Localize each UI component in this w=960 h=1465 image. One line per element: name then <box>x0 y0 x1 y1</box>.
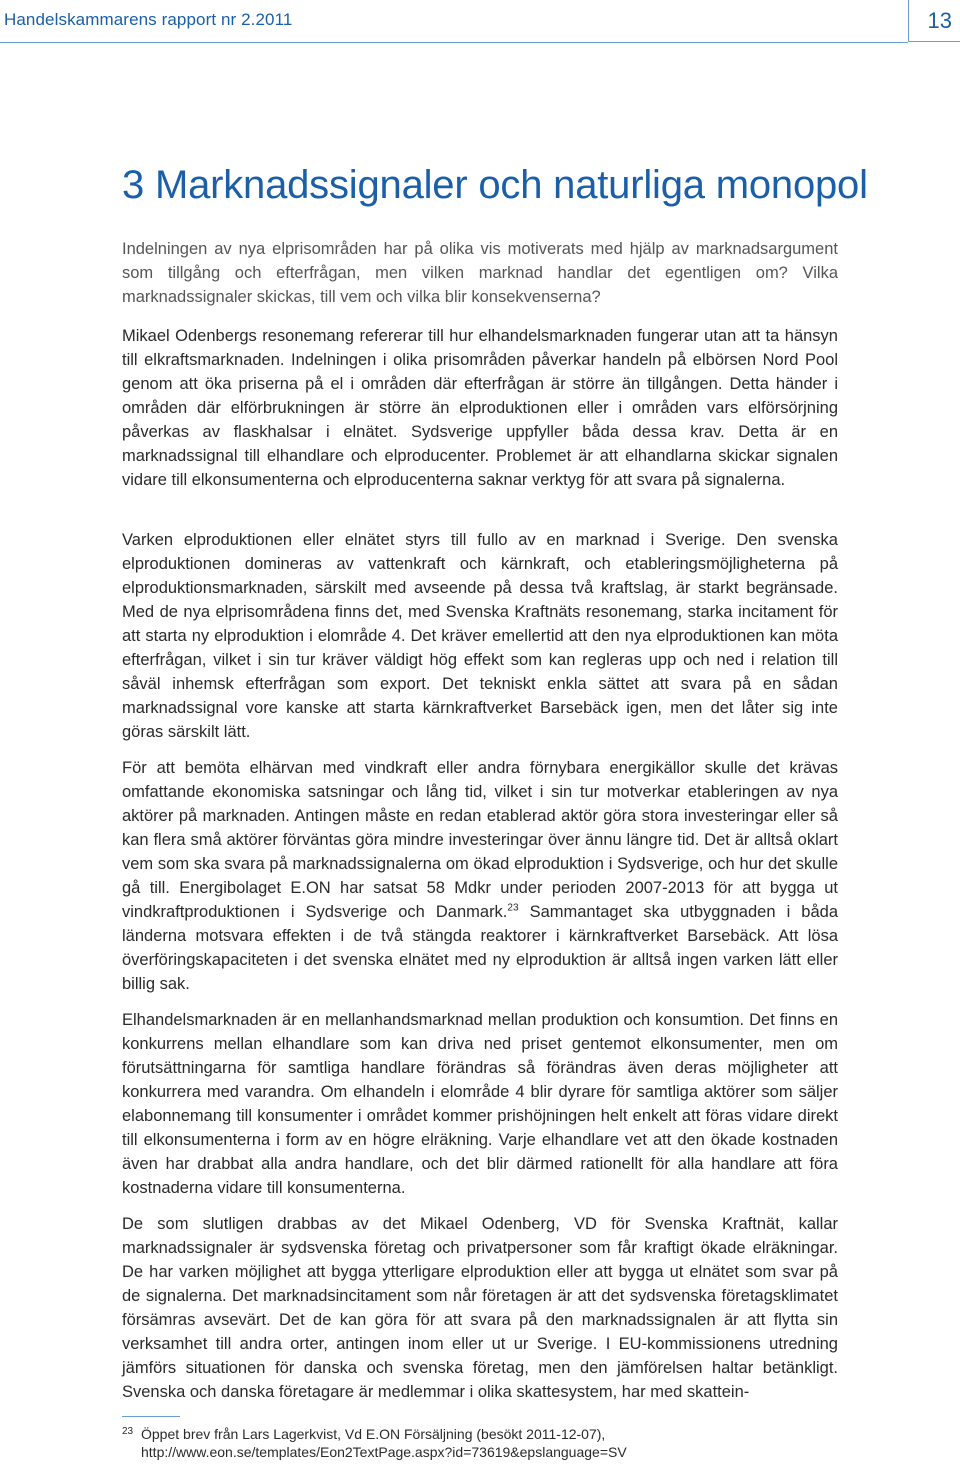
lead-paragraph: Indelningen av nya elprisområden har på olika vis motiverats med hjälp av marknadsargument som tillgång och efterfrågan, men vilken marknad handlar det egentligen om? Vilka marknadssignaler skickas, till vem och vilka blir konsekvenserna? <box>122 240 838 306</box>
page-number-box <box>908 0 960 42</box>
footnote-rule <box>122 1416 180 1417</box>
footnote <box>122 1425 838 1461</box>
body-paragraph-3-part-1: För att bemöta elhärvan med vindkraft eller andra förnybara energikällor skulle det krävas omfattande ekonomiska satsningar och lång tid, vilket i sin tur motverkar etableringen av nya aktörer på marknaden. Antingen måste en redan etablerad aktör göra stora investeringar eller så kan flera små aktörer förväntas göra mindre investeringar över ännu längre tid. Det är alltså oklart vem som ska svara på marknadssignalerna om ökad elproduktion i Sydsverige, och hur det skulle gå till. Energibolaget E.ON har satsat 58 Mdkr under perioden 2007-2013 för att bygga ut vindkraftproduktionen i Sydsverige och Danmark. <box>122 759 838 921</box>
body-paragraph-3 <box>122 756 838 996</box>
footnote-number: 23 <box>122 1426 134 1437</box>
header-rule <box>0 42 908 43</box>
body-paragraph-2: Varken elproduktionen eller elnätet styrs till fullo av en marknad i Sverige. Den svenska elproduktionen domineras av vattenkraft och kärnkraft, och etableringsmöjligheterna på elproduktionsmarknaden, särskilt med avseende på dessa två kraftslag, är starkt begränsade. Med de nya elprisområdena finns det, med Svenska Kraftnäts resonemang, starka incitament för att starta ny elproduktion i elområde 4. Det kräver emellertid att den nya elproduktionen kan möta efterfrågan, vilket i sin tur kräver väldigt hög effekt som kan regleras upp och ned i relation till såväl inhemsk efterfrågan som export. Det tekniskt enkla sättet att svara på en sådan marknadssignal vore kanske att starta kärnkraftverket Barsebäck igen, men det låter sig inte göras särskilt lätt. <box>122 531 838 741</box>
body-paragraph-1: Mikael Odenbergs resonemang refererar till hur elhandelsmarknaden fungerar utan att ta hänsyn till elkraftsmarknaden. Indelningen i olika prisområden påverkar handeln på elbörsen Nord Pool genom att öka priserna på el i områden där efterfrågan är större än tillgången. Detta händer i områden där elförbrukningen är större än elproduktionen eller i områden vars elförsörjning påverkas av flaskhalsar i elnätet. Sydsverige uppfyller båda dessa krav. Detta är en marknadssignal till elhandlare och elproducenter. Problemet är att elhandlarna skickar signalen vidare till elkonsumenterna och elproducenterna saknar verktyg för att svara på signalerna. <box>122 327 838 489</box>
running-header-title: Handelskammarens rapport nr 2.2011 <box>4 10 293 29</box>
page-number: 13 <box>927 8 952 33</box>
footnote-text: Öppet brev från Lars Lagerkvist, Vd E.ON Försäljning (besökt 2011-12-07), http://www.eon.se/templates/Eon2TextPage.aspx?id=73619&epslanguage=SV <box>141 1426 627 1460</box>
page-header <box>0 0 960 44</box>
footnote-reference[interactable]: 23 <box>507 902 519 914</box>
body-paragraph-5: De som slutligen drabbas av det Mikael Odenberg, VD för Svenska Kraftnät, kallar marknadssignaler är sydsvenska företag och privatpersoner som får kraftigt ökade elräkningar. De har varken möjlighet att bygga ytterligare elproduktion eller att bygga ut elnätet som svar på de signalerna. Det marknadsincitament som når företagen är att det sydsvenska företagsklimatet försämras avsevärt. Det de kan göra för att svara på den marknadssignalen är att flytta sin verksamhet till andra orter, antingen inom eller ut ur Sverige. I EU-kommissionens utredning jämförs situationen för danska och svenska företag, men den jämförelsen haltar betänkligt. Svenska och danska företagare är medlemmar i olika skattesystem, har med skattein- <box>122 1215 838 1401</box>
body-paragraph-4: Elhandelsmarknaden är en mellanhandsmarknad mellan produktion och konsumtion. Det finns en konkurrens mellan elhandlare som kan driva ned priset gentemot elkonsumenter, men om förutsättningarna för samtliga handlare förändras så förändras även deras möjligheter att konkurrera med varandra. Om elhandeln i elområde 4 blir dyrare för samtliga aktörer som säljer elabonnemang till konsumenter i området kommer prishöjningen helt enkelt att föras vidare direkt till elkonsumenterna i form av en högre elräkning. Varje elhandlare vet att den ökade kostnaden även har drabbat alla andra handlare, och det blir därmed rationellt för alla handlare att föra kostnaderna vidare till konsumenterna. <box>122 1011 838 1197</box>
chapter-title: 3 Marknadssignaler och naturliga monopol <box>122 163 868 207</box>
body-paragraph-3-part-2: Sammantaget ska utbyggnaden i båda länderna motsvara effekten i de två stängda reaktorer i kärnkraftverket Barsebäck. Att lösa överföringskapaciteten i det svenska elnätet med ny elproduktion är alltså ingen varken lätt eller billig sak. <box>122 903 838 993</box>
